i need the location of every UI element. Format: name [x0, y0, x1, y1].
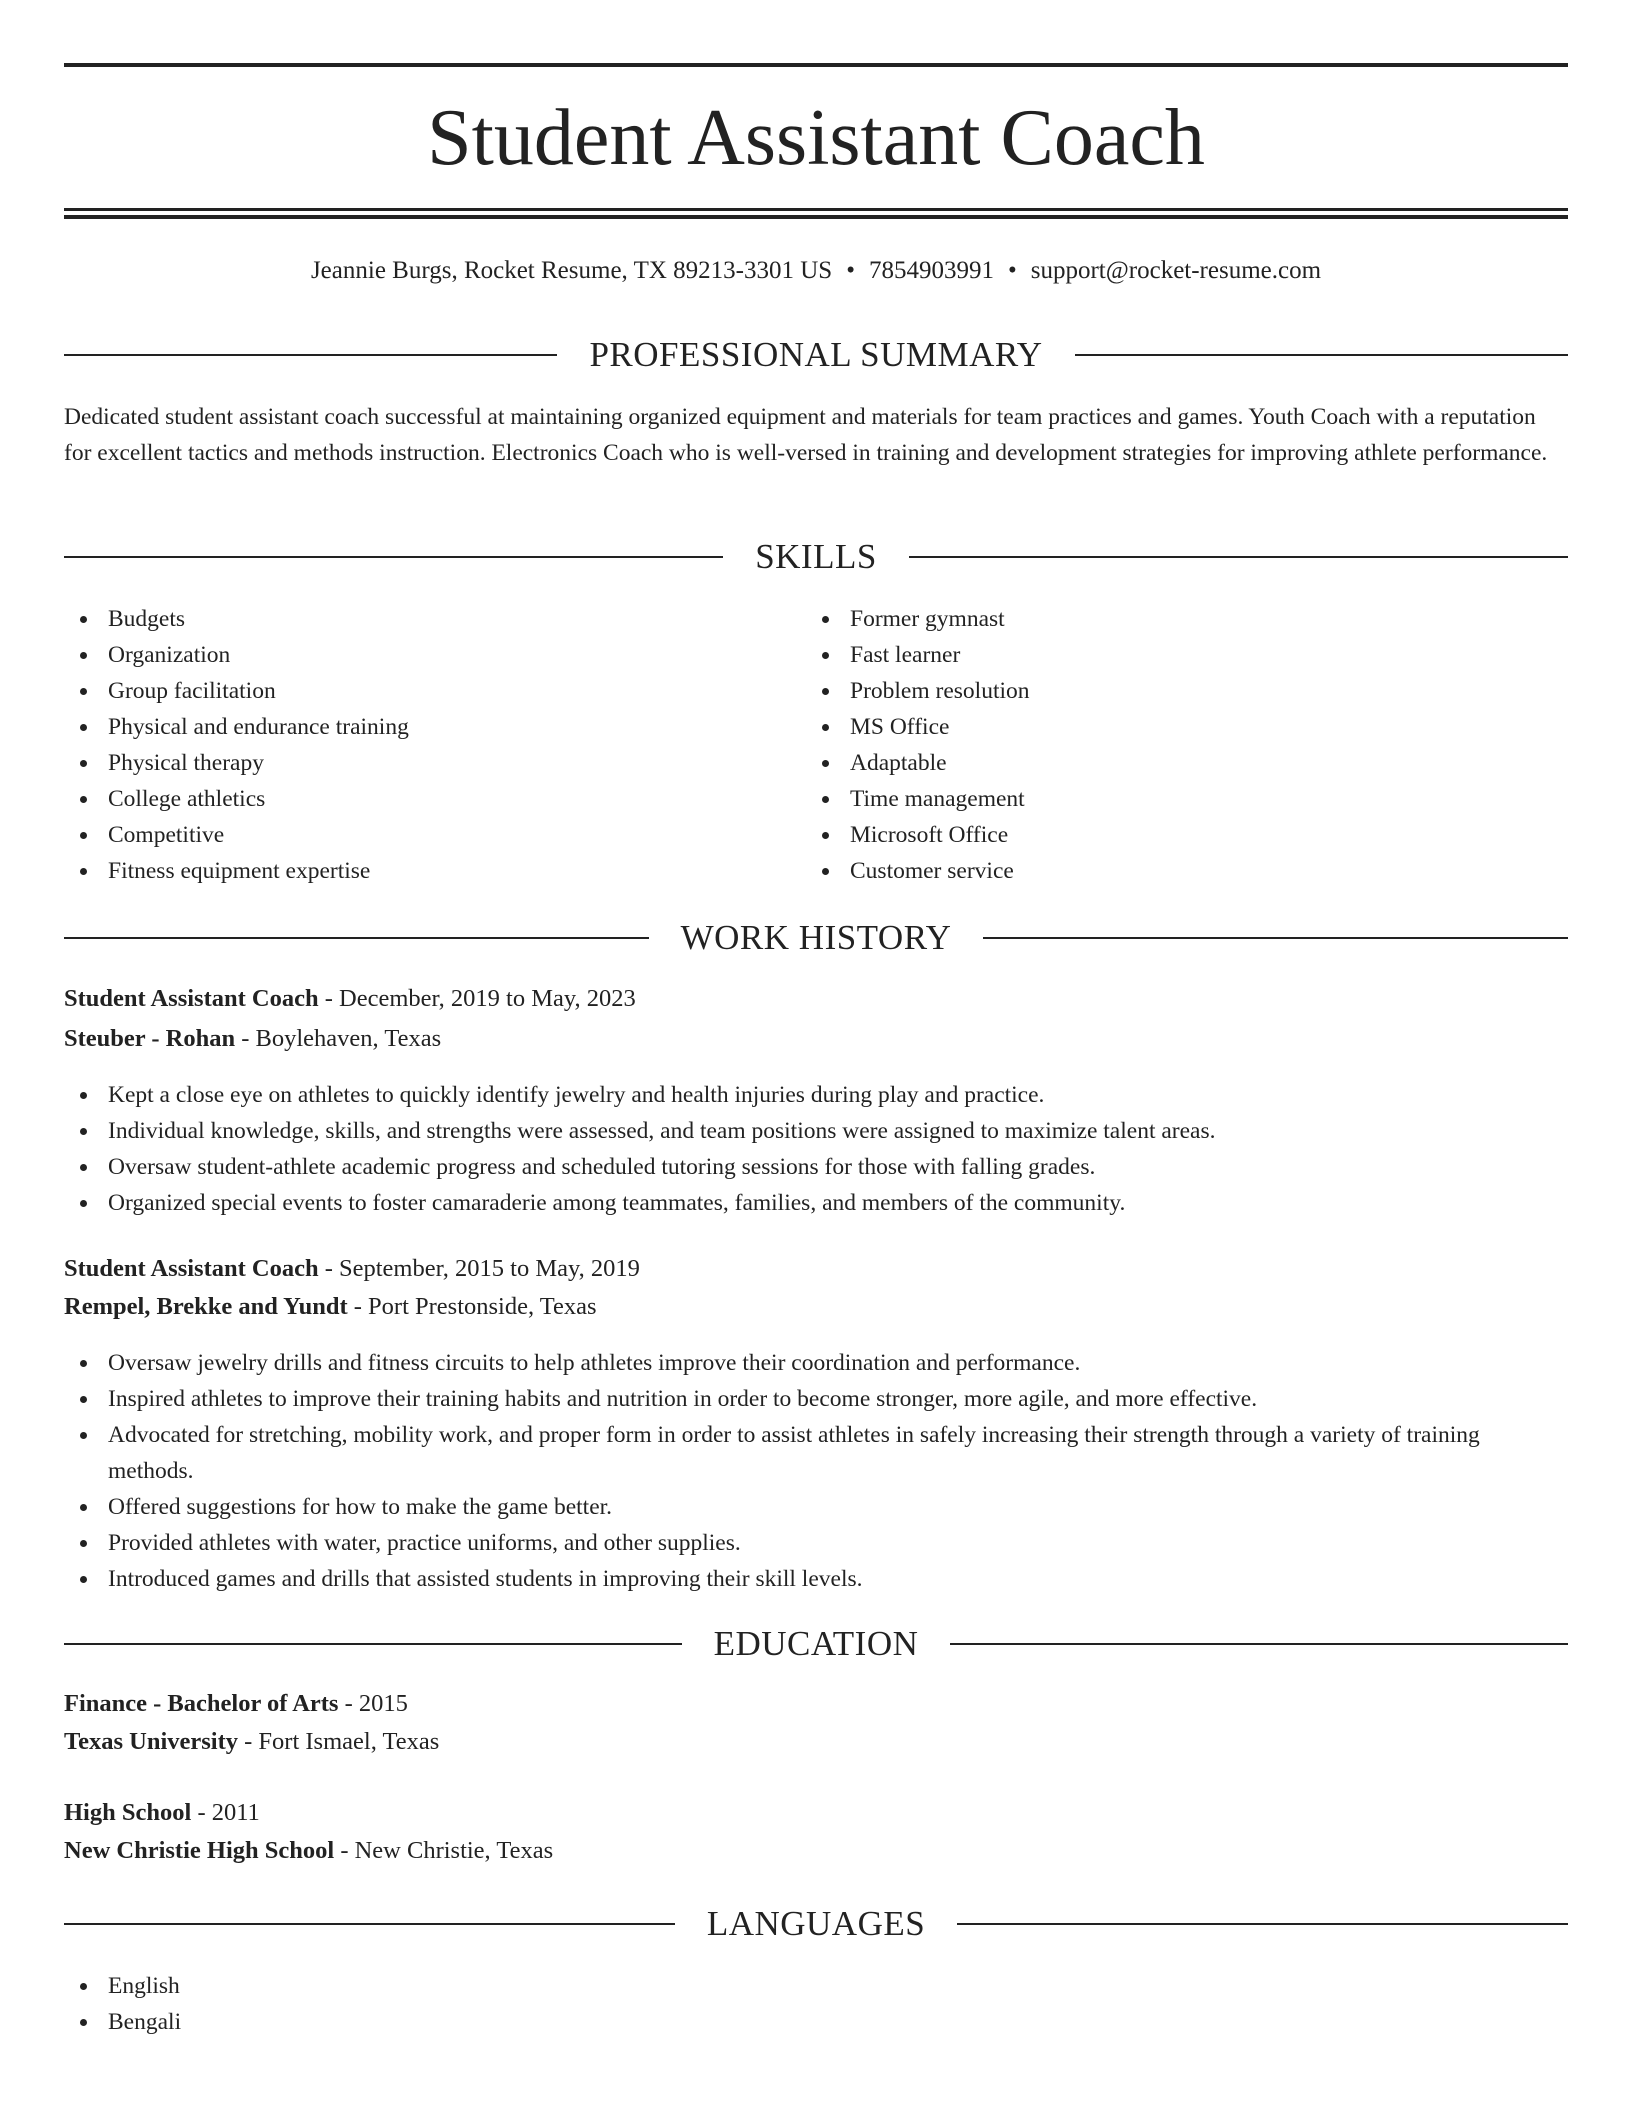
section-header-languages: [64, 1902, 1568, 1946]
job-title-line: [64, 981, 1568, 1017]
skill-item: Time management: [806, 781, 1566, 817]
skill-item: Microsoft Office: [806, 817, 1566, 853]
skill-item: Problem resolution: [806, 673, 1566, 709]
contact-separator: •: [1007, 257, 1017, 284]
skill-item: Physical and endurance training: [64, 709, 804, 745]
title-rule-lower: [64, 215, 1568, 219]
skill-item: Competitive: [64, 817, 804, 853]
job-bullet: Inspired athletes to improve their training habits and nutrition in order to become stronger, more agile, and more effective.: [64, 1381, 1568, 1417]
job-location: - Boylehaven, Texas: [235, 1025, 442, 1052]
job-bullet: Individual knowledge, skills, and strengths were assessed, and team positions were assigned to maximize talent areas.: [64, 1113, 1568, 1149]
top-rule: [64, 63, 1568, 67]
section-rule: [909, 556, 1568, 558]
skill-item: Fast learner: [806, 637, 1566, 673]
job-company-line: [64, 1289, 1568, 1325]
skill-item: Customer service: [806, 853, 1566, 889]
education-school: Texas University: [64, 1728, 239, 1755]
section-rule: [64, 354, 557, 356]
skills-list-left: [64, 601, 804, 889]
skill-item: Former gymnast: [806, 601, 1566, 637]
education-degree: Finance - Bachelor of Arts: [64, 1690, 339, 1717]
job-title-line: [64, 1251, 1568, 1287]
contact-separator: •: [846, 257, 855, 284]
summary-text: Dedicated student assistant coach successful at maintaining organized equipment and materials for team practices and games. Youth Coach with a reputation for excellent tactics and methods instruction. Electronics Coach who is well-versed in training and development strategies for improving athlete performance.: [64, 404, 1548, 466]
contact-email: support@rocket-resume.com: [1030, 257, 1322, 284]
job-dates: - December, 2019 to May, 2023: [318, 985, 636, 1012]
section-header-summary: [64, 333, 1568, 377]
skill-item: College athletics: [64, 781, 804, 817]
language-item: English: [64, 1968, 1568, 2004]
education-school-line: [64, 1833, 1568, 1869]
job-bullet: Advocated for stretching, mobility work, and proper form in order to assist athletes in safely increasing their strength through a variety of training methods.: [64, 1417, 1568, 1489]
section-title: LANGUAGES: [706, 1904, 926, 1943]
education-degree-line: [64, 1795, 1568, 1831]
skill-item: Organization: [64, 637, 804, 673]
skill-item: Adaptable: [806, 745, 1566, 781]
section-title: PROFESSIONAL SUMMARY: [589, 335, 1043, 374]
skill-item: Physical therapy: [64, 745, 804, 781]
section-rule: [64, 937, 649, 939]
job-bullet: Organized special events to foster camaraderie among teammates, families, and members of the community.: [64, 1185, 1568, 1221]
job-company: Rempel, Brekke and Yundt: [64, 1293, 348, 1320]
resume-title: Student Assistant Coach: [427, 94, 1205, 182]
section-rule: [1075, 354, 1568, 356]
job-bullets: [64, 1345, 1568, 1597]
job-dates: - September, 2015 to May, 2019: [318, 1255, 640, 1282]
job-location: - Port Prestonside, Texas: [347, 1293, 597, 1320]
section-title: SKILLS: [755, 537, 877, 576]
education-location: - Fort Ismael, Texas: [238, 1728, 440, 1755]
skill-item: MS Office: [806, 709, 1566, 745]
job-title: Student Assistant Coach: [64, 985, 319, 1012]
languages-list: [64, 1968, 1568, 2040]
skill-item: Budgets: [64, 601, 804, 637]
skill-item: Fitness equipment expertise: [64, 853, 804, 889]
section-rule: [950, 1643, 1568, 1645]
section-rule: [957, 1923, 1568, 1925]
job-company: Steuber - Rohan: [64, 1025, 236, 1052]
section-title: WORK HISTORY: [680, 918, 952, 957]
education-year: - 2011: [191, 1799, 260, 1826]
section-header-skills: [64, 535, 1568, 579]
education-location: - New Christie, Texas: [334, 1837, 554, 1864]
section-header-work: [64, 916, 1568, 960]
section-rule: [64, 556, 723, 558]
language-item: Bengali: [64, 2004, 1568, 2040]
education-degree: High School: [64, 1799, 192, 1826]
contact-address: Jeannie Burgs, Rocket Resume, TX 89213-3301 US: [310, 257, 833, 284]
job-title: Student Assistant Coach: [64, 1255, 319, 1282]
education-degree-line: [64, 1686, 1568, 1722]
contact-phone: 7854903991: [868, 257, 994, 284]
skills-list-right: [806, 601, 1566, 889]
job-bullets: [64, 1077, 1568, 1221]
section-rule: [983, 937, 1568, 939]
job-bullet: Provided athletes with water, practice uniforms, and other supplies.: [64, 1525, 1568, 1561]
job-bullet: Oversaw jewelry drills and fitness circuits to help athletes improve their coordination and performance.: [64, 1345, 1568, 1381]
contact-line: [64, 254, 1568, 288]
section-rule: [64, 1643, 682, 1645]
job-bullet: Offered suggestions for how to make the game better.: [64, 1489, 1568, 1525]
education-year: - 2015: [338, 1690, 408, 1717]
education-school: New Christie High School: [64, 1837, 335, 1864]
title-rule-upper: [64, 208, 1568, 211]
section-title: EDUCATION: [713, 1624, 919, 1663]
job-bullet: Kept a close eye on athletes to quickly identify jewelry and health injuries during play and practice.: [64, 1077, 1568, 1113]
education-school-line: [64, 1724, 1568, 1760]
section-header-education: [64, 1622, 1568, 1666]
section-rule: [64, 1923, 675, 1925]
skill-item: Group facilitation: [64, 673, 804, 709]
job-company-line: [64, 1021, 1568, 1057]
job-bullet: Introduced games and drills that assisted students in improving their skill levels.: [64, 1561, 1568, 1597]
job-bullet: Oversaw student-athlete academic progress and scheduled tutoring sessions for those with falling grades.: [64, 1149, 1568, 1185]
